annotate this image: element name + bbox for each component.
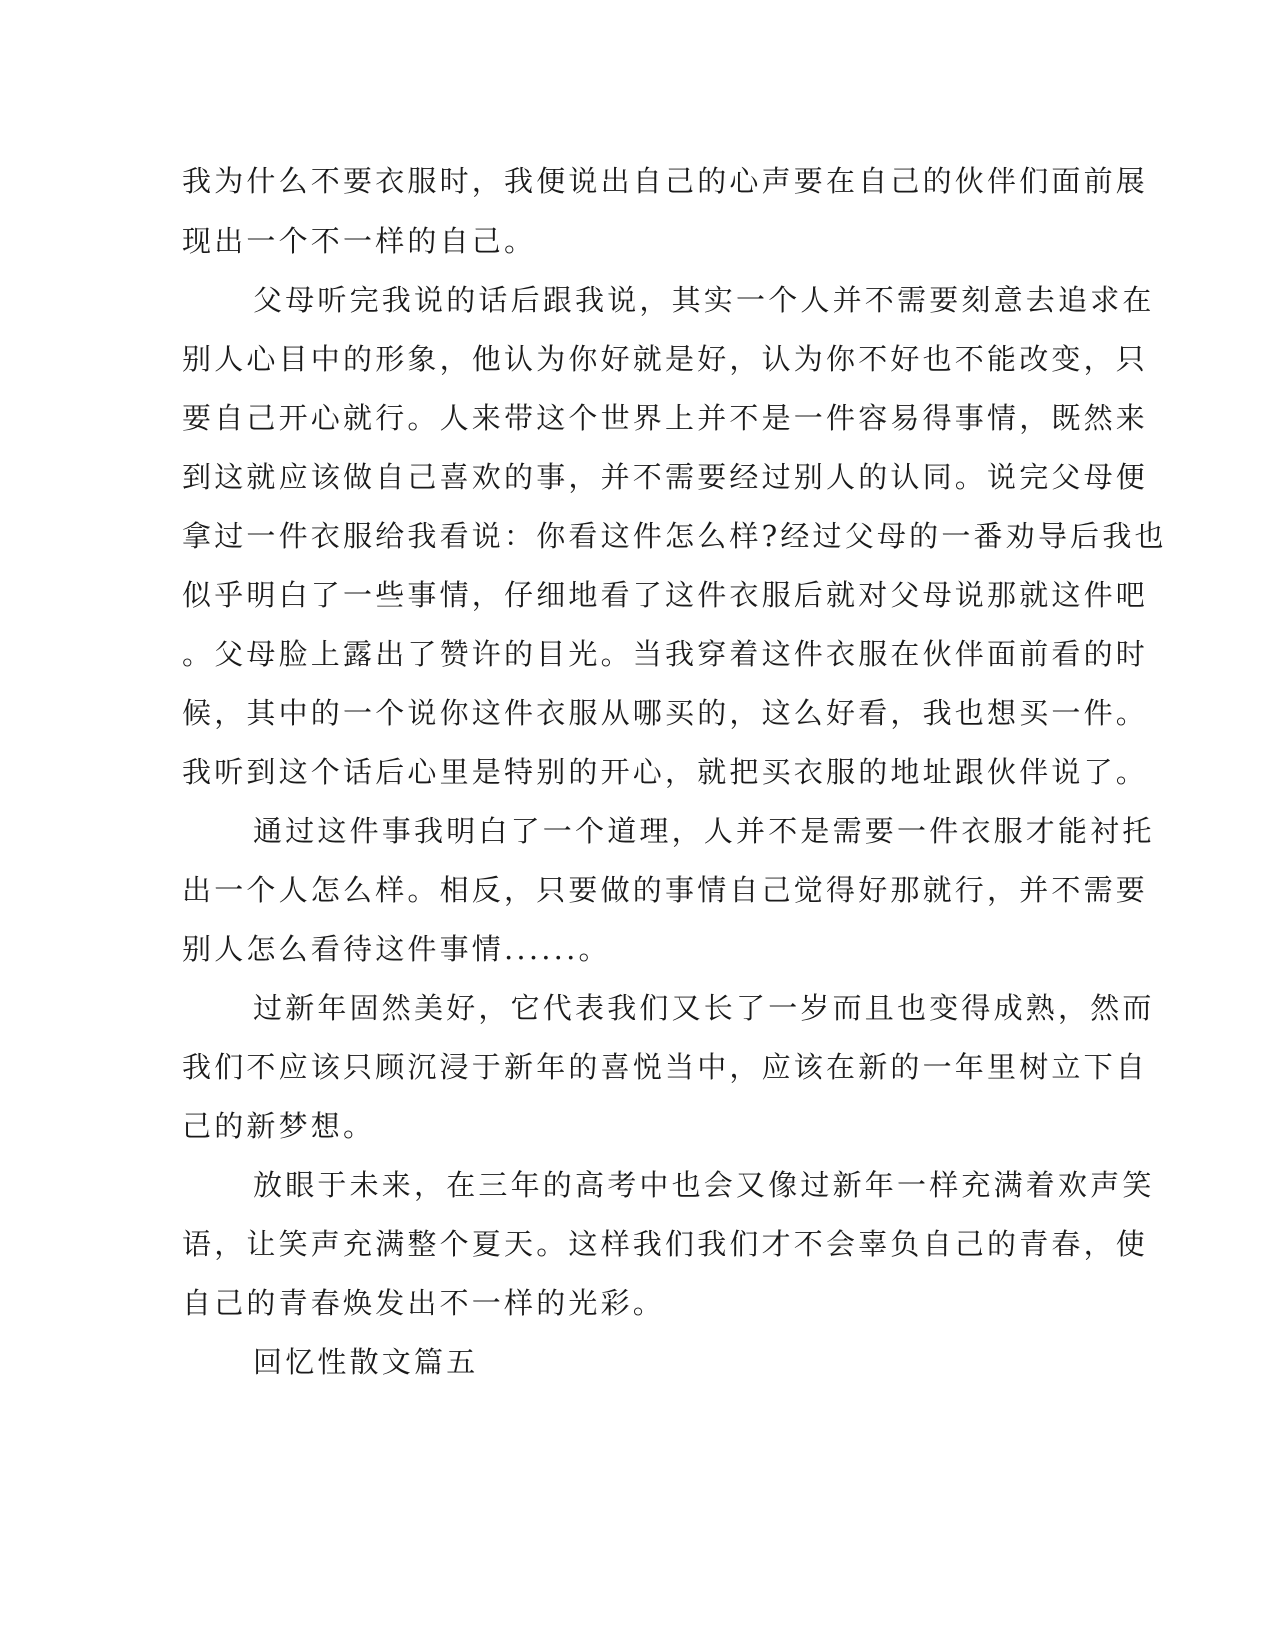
text-line: 拿过一件衣服给我看说：你看这件怎么样?经过父母的一番劝导后我也 xyxy=(182,519,1167,553)
text-line: 父母听完我说的话后跟我说，其实一个人并不需要刻意去追求在 xyxy=(253,283,1155,317)
text-line: 似乎明白了一些事情，仔细地看了这件衣服后就对父母说那就这件吧 xyxy=(182,578,1149,612)
section-heading: 回忆性散文篇五 xyxy=(253,1345,479,1379)
text-line: 语，让笑声充满整个夏天。这样我们我们才不会辜负自己的青春，使 xyxy=(182,1227,1149,1261)
text-line: 过新年固然美好，它代表我们又长了一岁而且也变得成熟，然而 xyxy=(253,991,1155,1025)
text-line: 自己的青春焕发出不一样的光彩。 xyxy=(182,1286,666,1320)
text-line: 现出一个不一样的自己。 xyxy=(182,224,537,258)
text-line: 我为什么不要衣服时，我便说出自己的心声要在自己的伙伴们面前展 xyxy=(182,164,1149,198)
text-line: 我听到这个话后心里是特别的开心，就把买衣服的地址跟伙伴说了。 xyxy=(182,755,1149,789)
text-line: 别人心目中的形象，他认为你好就是好，认为你不好也不能改变，只 xyxy=(182,342,1149,376)
text-line: 己的新梦想。 xyxy=(182,1109,376,1143)
text-line: 候，其中的一个说你这件衣服从哪买的，这么好看，我也想买一件。 xyxy=(182,696,1149,730)
text-line: 放眼于未来，在三年的高考中也会又像过新年一样充满着欢声笑 xyxy=(253,1168,1155,1202)
text-line: 出一个人怎么样。相反，只要做的事情自己觉得好那就行，并不需要 xyxy=(182,873,1149,907)
text-line: 要自己开心就行。人来带这个世界上并不是一件容易得事情，既然来 xyxy=(182,401,1149,435)
text-line: 我们不应该只顾沉浸于新年的喜悦当中，应该在新的一年里树立下自 xyxy=(182,1050,1149,1084)
text-line: 到这就应该做自己喜欢的事，并不需要经过别人的认同。说完父母便 xyxy=(182,460,1149,494)
text-line: 通过这件事我明白了一个道理，人并不是需要一件衣服才能衬托 xyxy=(253,814,1155,848)
text-line: 别人怎么看待这件事情......。 xyxy=(182,932,611,966)
text-line: 。父母脸上露出了赞许的目光。当我穿着这件衣服在伙伴面前看的时 xyxy=(182,637,1149,671)
